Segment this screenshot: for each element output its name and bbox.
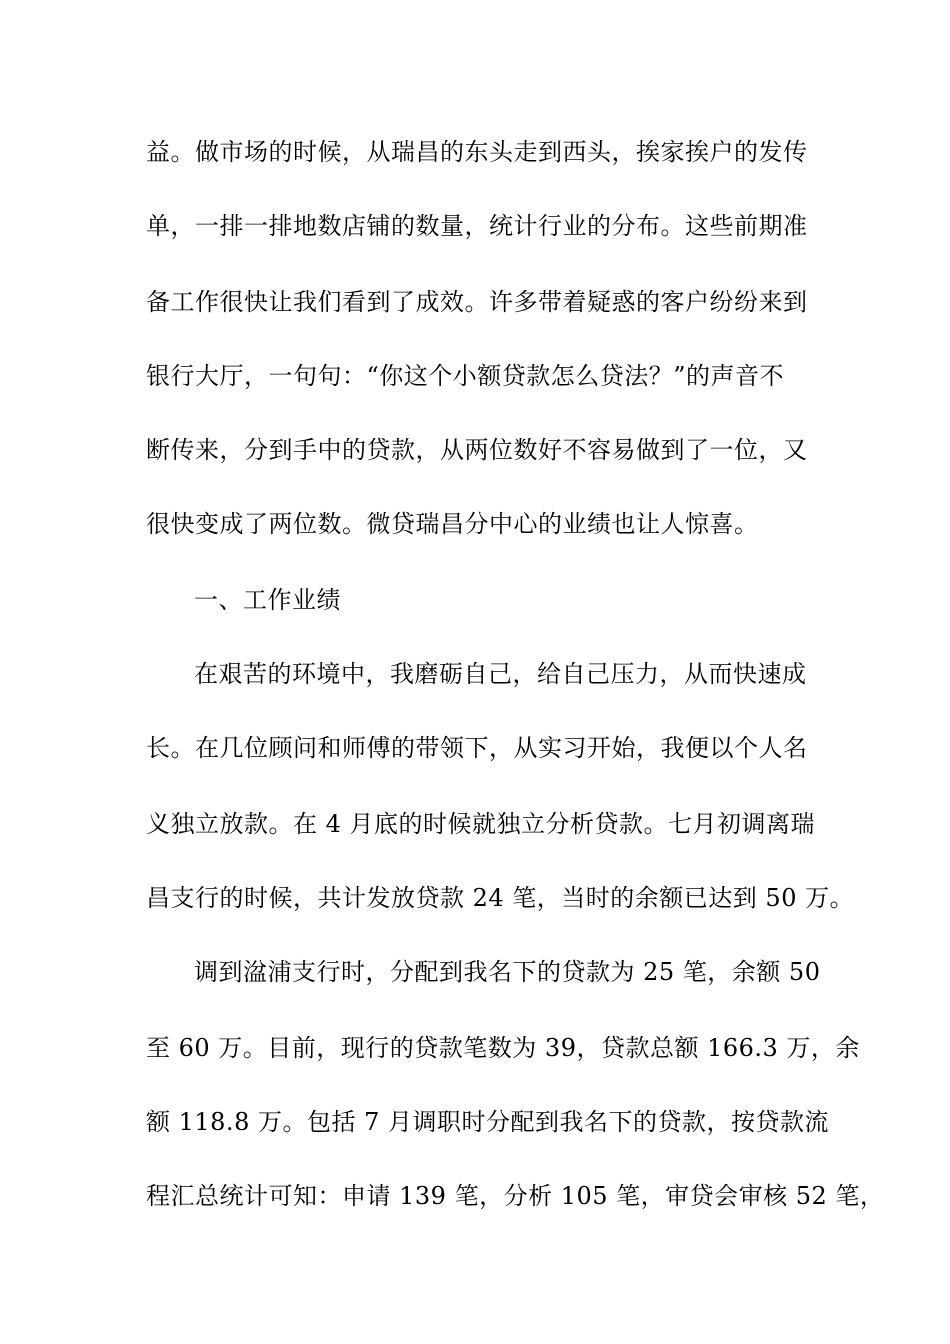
body-text-line: 额 118.8 万。包括 7 月调职时分配到我名下的贷款，按贷款流 xyxy=(146,1108,829,1136)
body-text-line: 长。在几位顾问和师傅的带领下，从实习开始，我便以个人名 xyxy=(146,734,808,762)
body-text-line: 至 60 万。目前，现行的贷款笔数为 39，贷款总额 166.3 万，余 xyxy=(146,1034,860,1062)
body-text-line: 单，一排一排地数店铺的数量，统计行业的分布。这些前期准 xyxy=(146,212,808,240)
body-text-line: 益。做市场的时候，从瑞昌的东头走到西头，挨家挨户的发传 xyxy=(146,138,808,166)
body-text-line: 银行大厅，一句句：“你这个小额贷款怎么贷法？”的声音不 xyxy=(146,362,785,390)
body-text-line: 在艰苦的环境中，我磨砺自己，给自己压力，从而快速成 xyxy=(194,660,807,688)
body-text-line: 很快变成了两位数。微贷瑞昌分中心的业绩也让人惊喜。 xyxy=(146,510,759,538)
body-text-line: 程汇总统计可知：申请 139 笔，分析 105 笔，审贷会审核 52 笔， xyxy=(146,1182,885,1210)
section-heading: 一、工作业绩 xyxy=(194,586,341,614)
body-text-line: 义独立放款。在 4 月底的时候就独立分析贷款。七月初调离瑞 xyxy=(146,810,816,838)
body-text-line: 昌支行的时候，共计发放贷款 24 笔，当时的余额已达到 50 万。 xyxy=(146,884,855,912)
body-text-line: 调到湓浦支行时，分配到我名下的贷款为 25 笔，余额 50 xyxy=(194,958,821,986)
body-text-line: 备工作很快让我们看到了成效。许多带着疑惑的客户纷纷来到 xyxy=(146,288,808,316)
body-text-line: 断传来，分到手中的贷款，从两位数好不容易做到了一位，又 xyxy=(146,436,808,464)
